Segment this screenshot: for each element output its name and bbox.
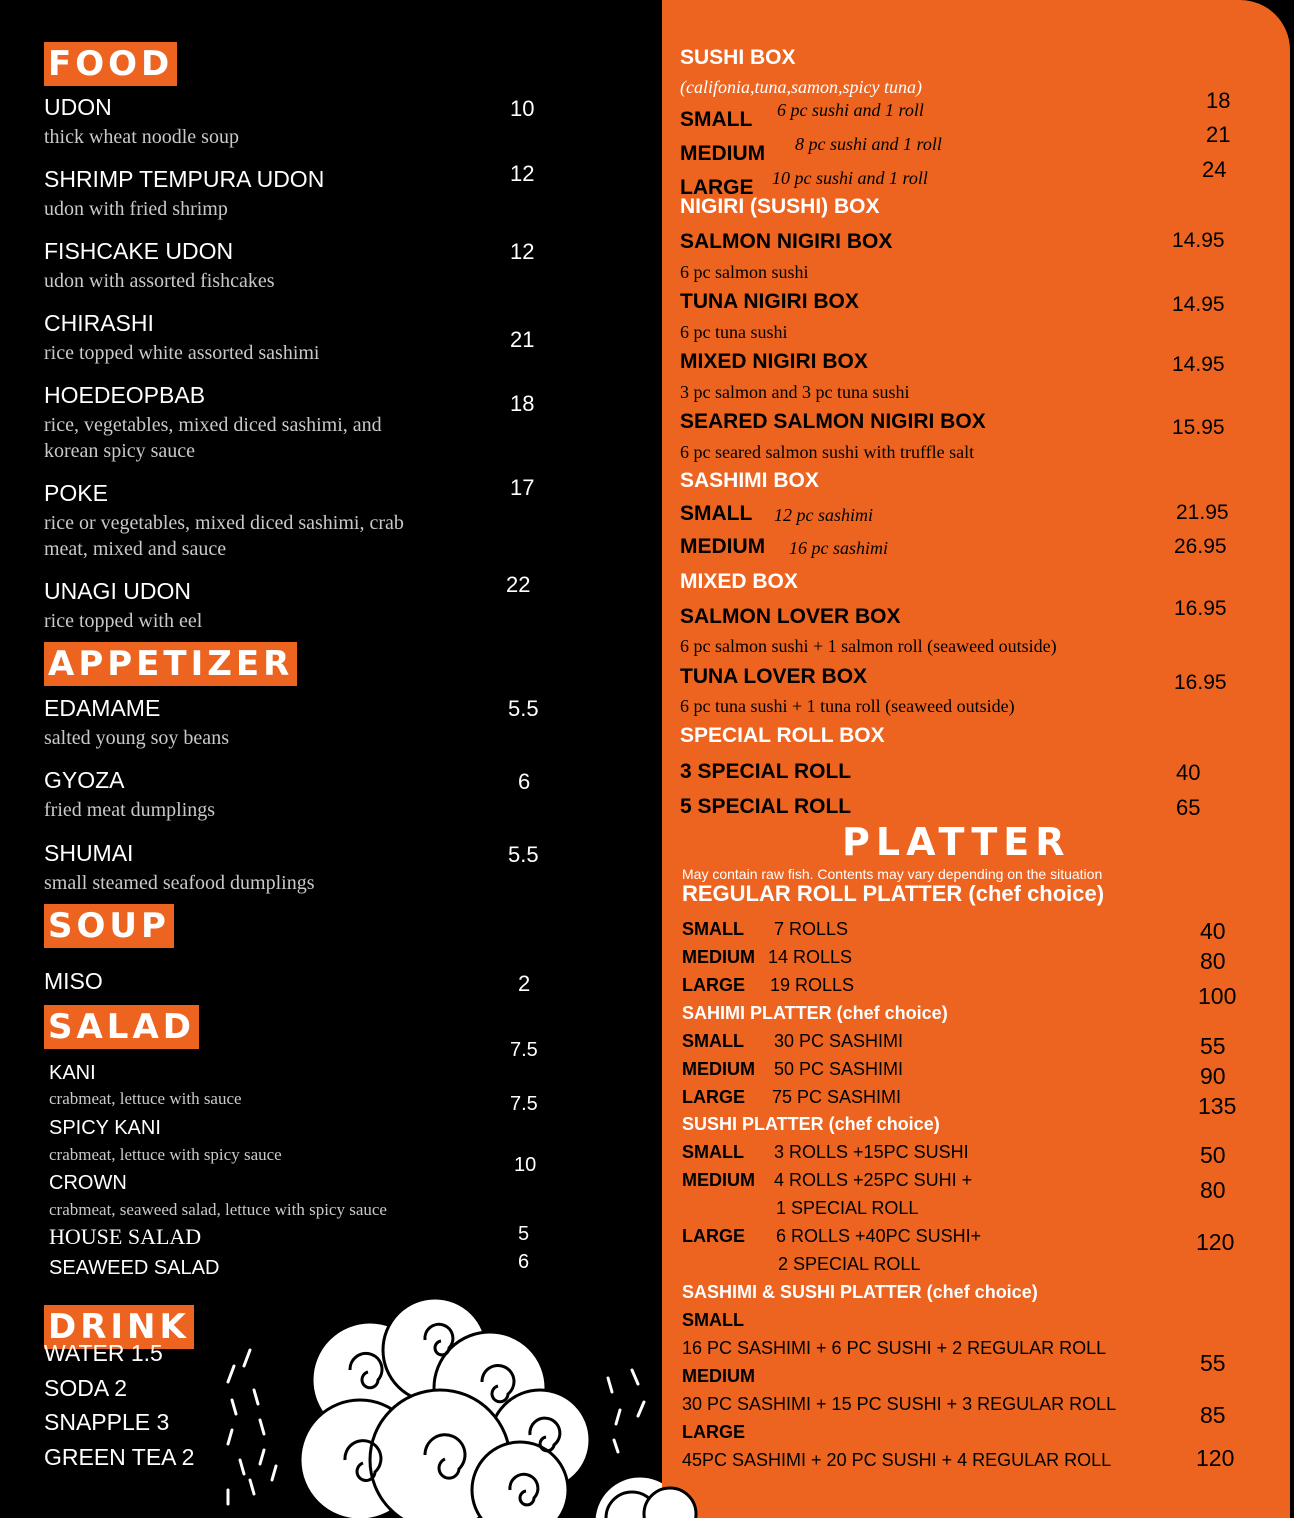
platter-desc: 30 PC SASHIMI + 15 PC SUSHI + 3 REGULAR ROLL (682, 1394, 1117, 1414)
platter-desc: 19 ROLLS (770, 975, 855, 995)
platter-size: MEDIUM (682, 1366, 755, 1386)
platter-desc: 16 PC SASHIMI + 6 PC SUSHI + 2 REGULAR ROLL (682, 1338, 1107, 1358)
box-size: MEDIUM (680, 535, 766, 558)
menu-item-desc: crabmeat, lettuce with sauce (49, 1089, 242, 1108)
menu-item-name: POKE (44, 480, 108, 506)
platter-price: 55 (1200, 1033, 1226, 1059)
menu-item-price: 7.5 (510, 1093, 538, 1115)
box-price: 14.95 (1172, 229, 1225, 252)
platter-note: May contain raw fish. Contents may vary depending on the situation (682, 866, 1103, 882)
platter-title: PLATTER (842, 820, 1071, 864)
box-desc: 6 pc seared salmon sushi with truffle salt (680, 442, 975, 462)
drink-item: GREEN TEA 2 (44, 1444, 195, 1470)
drink-item: SNAPPLE 3 (44, 1409, 170, 1435)
box-price: 24 (1202, 157, 1227, 182)
section-header-sashimi-platter: SAHIMI PLATTER (chef choice) (682, 1003, 948, 1023)
menu-item-price: 10 (510, 96, 535, 121)
menu-item-name: KANI (49, 1062, 96, 1084)
box-size: SMALL (680, 502, 753, 525)
box-price: 16.95 (1174, 597, 1227, 620)
menu-item-desc: rice topped with eel (44, 610, 203, 632)
menu-item-name: CHIRASHI (44, 310, 154, 336)
platter-price: 90 (1200, 1063, 1226, 1089)
platter-price: 120 (1196, 1445, 1235, 1471)
box-price: 21 (1206, 122, 1231, 147)
platter-price: 85 (1200, 1402, 1226, 1428)
menu-item-desc: salted young soy beans (44, 727, 229, 749)
menu-item-name: HOEDEOPBAB (44, 382, 206, 408)
menu-item-desc: udon with fried shrimp (44, 198, 228, 220)
platter-price: 80 (1200, 1177, 1226, 1203)
cloud-illustration-small (602, 1478, 712, 1518)
platter-desc: 3 ROLLS +15PC SUSHI (774, 1142, 969, 1162)
box-desc: 8 pc sushi and 1 roll (795, 134, 942, 154)
menu-item-desc: thick wheat noodle soup (44, 126, 239, 148)
platter-desc: 6 ROLLS +40PC SUSHI+ (776, 1226, 982, 1246)
box-price: 16.95 (1174, 671, 1227, 694)
box-price: 14.95 (1172, 353, 1225, 376)
section-header-sashimi-box: SASHIMI BOX (680, 469, 819, 492)
drink-item: SODA 2 (44, 1375, 128, 1401)
platter-desc: 7 ROLLS (774, 919, 849, 939)
platter-size: SMALL (682, 1142, 744, 1162)
platter-desc: 45PC SASHIMI + 20 PC SUSHI + 4 REGULAR ROLL (682, 1450, 1112, 1470)
platter-size: SMALL (682, 919, 744, 939)
section-header-regular-roll-platter: REGULAR ROLL PLATTER (chef choice) (682, 881, 1105, 906)
box-size: SMALL (680, 108, 753, 131)
right-menu-panel (662, 0, 1290, 1518)
menu-item-name: HOUSE SALAD (49, 1224, 202, 1249)
menu-item-name: MISO (44, 968, 103, 994)
box-name: TUNA NIGIRI BOX (680, 290, 859, 313)
menu-item-name: FISHCAKE UDON (44, 238, 234, 264)
box-size: MEDIUM (680, 142, 766, 165)
menu-item-desc: crabmeat, lettuce with spicy sauce (49, 1145, 282, 1164)
platter-price: 80 (1200, 948, 1226, 974)
menu-item-desc: meat, mixed and sauce (44, 538, 227, 560)
menu-item-price: 7.5 (510, 1039, 538, 1061)
platter-size: MEDIUM (682, 1170, 755, 1190)
section-header-nigiri-box: NIGIRI (SUSHI) BOX (680, 195, 880, 218)
menu-item-desc: fried meat dumplings (44, 799, 216, 821)
section-header-food: FOOD (44, 42, 177, 86)
section-header-combo-platter: SASHIMI & SUSHI PLATTER (chef choice) (682, 1282, 1038, 1302)
box-name: TUNA LOVER BOX (680, 665, 868, 688)
box-desc: 10 pc sushi and 1 roll (772, 168, 928, 188)
menu-item-price: 18 (510, 391, 535, 416)
menu-item-desc: rice, vegetables, mixed diced sashimi, and (44, 414, 382, 436)
menu-item-price: 5.5 (508, 842, 539, 867)
box-desc: 3 pc salmon and 3 pc tuna sushi (680, 382, 910, 402)
menu-item-price: 21 (510, 327, 535, 352)
menu-item-name: CROWN (49, 1172, 127, 1194)
box-desc: 6 pc sushi and 1 roll (777, 100, 924, 120)
section-header-mixed-box: MIXED BOX (680, 570, 798, 593)
platter-size: MEDIUM (682, 947, 755, 967)
menu-item-price: 6 (518, 1251, 530, 1273)
platter-desc: 14 ROLLS (768, 947, 853, 967)
platter-size: LARGE (682, 1087, 745, 1107)
menu-item-price: 5.5 (508, 696, 539, 721)
platter-desc: 75 PC SASHIMI (772, 1087, 902, 1107)
box-name: SEARED SALMON NIGIRI BOX (680, 410, 986, 433)
platter-desc: 1 SPECIAL ROLL (776, 1198, 919, 1218)
box-size: LARGE (680, 176, 754, 199)
box-desc: 16 pc sashimi (789, 538, 888, 558)
box-price: 65 (1176, 795, 1201, 820)
platter-price: 135 (1198, 1093, 1237, 1119)
menu-item-price: 17 (510, 475, 535, 500)
menu-item-price: 6 (518, 769, 531, 794)
platter-size: LARGE (682, 975, 745, 995)
menu-item-name: UNAGI UDON (44, 578, 191, 604)
platter-price: 100 (1198, 983, 1237, 1009)
section-header-sushi-platter: SUSHI PLATTER (chef choice) (682, 1114, 940, 1134)
section-header-sushi-box: SUSHI BOX (680, 46, 796, 69)
platter-price: 50 (1200, 1142, 1226, 1168)
menu-item-desc: crabmeat, seaweed salad, lettuce with spicy sauce (49, 1200, 387, 1219)
section-subtitle: (califonia,tuna,samon,spicy tuna) (680, 77, 922, 97)
section-header-special-roll-box: SPECIAL ROLL BOX (680, 724, 885, 747)
menu-item-desc: small steamed seafood dumplings (44, 872, 315, 894)
box-name: SALMON LOVER BOX (680, 605, 901, 628)
drink-item: WATER 1.5 (44, 1340, 163, 1366)
menu-item-name: SPICY KANI (49, 1117, 161, 1139)
box-name: MIXED NIGIRI BOX (680, 350, 868, 373)
menu-item-name: UDON (44, 94, 112, 120)
menu-item-price: 22 (506, 572, 531, 597)
platter-size: SMALL (682, 1031, 744, 1051)
menu-item-price: 10 (514, 1154, 537, 1176)
menu-item-price: 2 (518, 971, 531, 996)
menu-item-name: GYOZA (44, 767, 125, 793)
section-header-soup: SOUP (44, 904, 174, 948)
menu-item-price: 12 (510, 161, 535, 186)
section-header-drink: DRINK (44, 1305, 194, 1349)
platter-size: LARGE (682, 1422, 745, 1442)
menu-item-price: 5 (518, 1223, 530, 1245)
platter-desc: 50 PC SASHIMI (774, 1059, 904, 1079)
box-desc: 6 pc salmon sushi (680, 262, 809, 282)
section-header-appetizer: APPETIZER (44, 642, 297, 686)
box-price: 40 (1176, 760, 1201, 785)
box-desc: 6 pc tuna sushi + 1 tuna roll (seaweed outside) (680, 696, 1015, 716)
menu-item-name: SHRIMP TEMPURA UDON (44, 166, 325, 192)
box-name: SALMON NIGIRI BOX (680, 230, 893, 253)
box-desc: 12 pc sashimi (774, 505, 873, 525)
box-price: 21.95 (1176, 501, 1229, 524)
platter-desc: 4 ROLLS +25PC SUHI + (774, 1170, 973, 1190)
box-price: 18 (1206, 88, 1231, 113)
menu-item-name: EDAMAME (44, 695, 161, 721)
platter-price: 40 (1200, 918, 1226, 944)
platter-price: 120 (1196, 1229, 1235, 1255)
menu-item-name: SEAWEED SALAD (49, 1257, 220, 1279)
platter-size: MEDIUM (682, 1059, 755, 1079)
menu-item-desc: korean spicy sauce (44, 440, 196, 462)
platter-price: 55 (1200, 1350, 1226, 1376)
box-price: 14.95 (1172, 293, 1225, 316)
cloud-illustration (220, 1290, 662, 1518)
menu-item-name: SHUMAI (44, 840, 134, 866)
box-desc: 6 pc tuna sushi (680, 322, 788, 342)
platter-desc: 2 SPECIAL ROLL (778, 1254, 921, 1274)
box-price: 26.95 (1174, 535, 1227, 558)
box-name: 5 SPECIAL ROLL (680, 795, 852, 818)
platter-size: LARGE (682, 1226, 745, 1246)
box-price: 15.95 (1172, 416, 1225, 439)
box-desc: 6 pc salmon sushi + 1 salmon roll (seaweed outside) (680, 636, 1057, 656)
menu-item-price: 12 (510, 239, 535, 264)
box-name: 3 SPECIAL ROLL (680, 760, 852, 783)
menu-item-desc: rice or vegetables, mixed diced sashimi, crab (44, 512, 404, 534)
platter-desc: 30 PC SASHIMI (774, 1031, 904, 1051)
menu-item-desc: udon with assorted fishcakes (44, 270, 275, 292)
platter-size: SMALL (682, 1310, 744, 1330)
section-header-salad: SALAD (44, 1005, 199, 1049)
menu-item-desc: rice topped white assorted sashimi (44, 342, 320, 364)
